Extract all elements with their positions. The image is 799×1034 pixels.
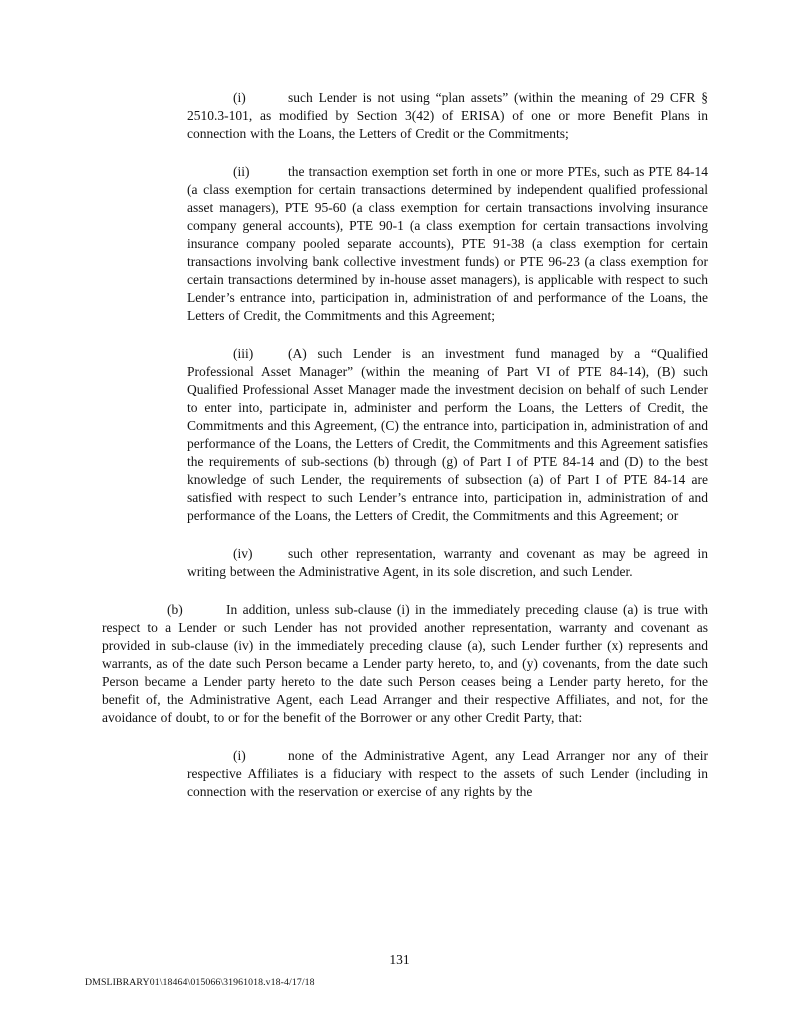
clause-label: (iv) <box>233 546 253 561</box>
document-reference: DMSLIBRARY01\18464\015066\31961018.v18-4/17/18 <box>85 977 315 988</box>
clause-text: In addition, unless sub-clause (i) in the immediately preceding clause (a) is true with respect to a Lender or such Lender has not provided another representation, warranty and covenant as provided in sub-clause (iv) in the immediately preceding clause (a), such Lender further (x) represents and warrants, as of the date such Person became a Lender party hereto, to, and (y) covenants, from the date such Person became a Lender party hereto to the date such Person ceases being a Lender party hereto, for the benefit of, the Administrative Agent, each Lead Arranger and their respective Affiliates, and not, for the avoidance of doubt, to or for the benefit of the Borrower or any other Credit Party, that: <box>102 602 708 725</box>
document-body <box>102 89 708 801</box>
clause-text: (A) such Lender is an investment fund managed by a “Qualified Professional Asset Manager” (within the meaning of Part VI of PTE 84-14), (B) such Qualified Professional Asset Manager made the investment decision on behalf of such Lender to enter into, participate in, administer and perform the Loans, the Letters of Credit, the Commitments and this Agreement, (C) the entrance into, participation in, administration of and performance of the Loans, the Letters of Credit, the Commitments and this Agreement satisfies the requirements of sub-sections (b) through (g) of Part I of PTE 84-14 and (D) to the best knowledge of such Lender, the requirements of subsection (a) of Part I of PTE 84-14 are satisfied with respect to such Lender’s entrance into, participation in, administration of and performance of the Loans, the Letters of Credit, the Commitments and this Agreement; or <box>187 346 708 523</box>
clause-text: such other representation, warranty and covenant as may be agreed in writing between the Administrative Agent, in its sole discretion, and such Lender. <box>187 546 708 579</box>
clause-label: (iii) <box>233 346 254 361</box>
page-number: 131 <box>389 952 410 967</box>
clause-b-i <box>187 747 708 801</box>
clause-label: (ii) <box>233 164 250 179</box>
clause-label: (i) <box>233 90 246 105</box>
clause-label: (b) <box>167 602 183 617</box>
clause-ii <box>187 163 708 325</box>
clause-text: the transaction exemption set forth in one or more PTEs, such as PTE 84-14 (a class exemption for certain transactions determined by independent qualified professional asset managers), PTE 95-60 (a class exemption for certain transactions involving insurance company general accounts), PTE 90-1 (a class exemption for certain transactions involving insurance company pooled separate accounts), PTE 91-38 (a class exemption for certain transactions involving bank collective investment funds) or PTE 96-23 (a class exemption for certain transactions determined by in-house asset managers), is applicable with respect to such Lender’s entrance into, participation in, administration of and performance of the Loans, the Letters of Credit, the Commitments and this Agreement; <box>187 164 708 323</box>
clause-text: none of the Administrative Agent, any Lead Arranger nor any of their respective Affiliates is a fiduciary with respect to the assets of such Lender (including in connection with the reservation or exercise of any rights by the <box>187 748 708 799</box>
clause-iv <box>187 545 708 581</box>
clause-iii <box>187 345 708 525</box>
clause-text: such Lender is not using “plan assets” (within the meaning of 29 CFR § 2510.3-101, as modified by Section 3(42) of ERISA) of one or more Benefit Plans in connection with the Loans, the Letters of Credit or the Commitments; <box>187 90 708 141</box>
clause-label: (i) <box>233 748 246 763</box>
clause-b <box>102 601 708 727</box>
clause-i <box>187 89 708 143</box>
